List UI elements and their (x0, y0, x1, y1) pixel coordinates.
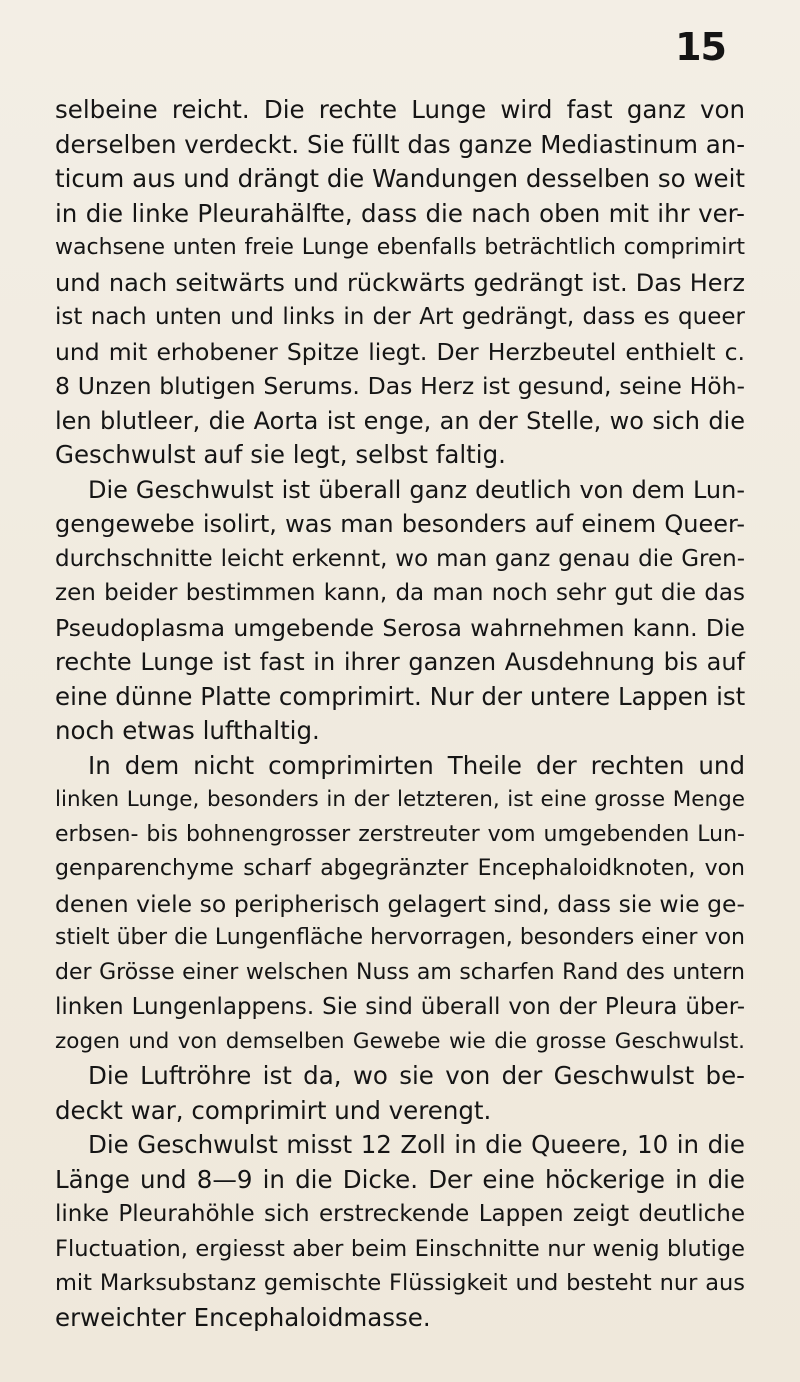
text-line: zogen und von demselben Gewebe wie die grosse Geschwulst. (55, 1028, 745, 1054)
text-line: eine dünne Platte comprimirt. Nur der untere Lappen ist (55, 681, 746, 711)
text-line: erbsen- bis bohnengrosser zerstreuter vom umgebenden Lun- (55, 821, 745, 847)
text-line: der Grösse einer welschen Nuss am scharfen Rand des untern (55, 959, 745, 985)
text-line: erweichter Encephaloidmasse. (55, 1302, 431, 1332)
text-line: Die Luftröhre ist da, wo sie von der Geschwulst be- (88, 1061, 745, 1090)
text-line: linke Pleurahöhle sich erstreckende Lappen zeigt deutliche (55, 1201, 745, 1227)
text-line: noch etwas lufthaltig. (55, 716, 320, 745)
text-line: selbeine reicht. Die rechte Lunge wird fast ganz von (55, 95, 745, 124)
text-line: linken Lungenlappens. Sie sind überall von der Pleura über- (55, 994, 745, 1020)
text-line: genparenchyme scharf abgegränzter Encephaloidknoten, von (55, 856, 745, 881)
text-line: und mit erhobener Spitze liegt. Der Herzbeutel enthielt c. (55, 337, 745, 366)
text-line: stielt über die Lungenfläche hervorragen, besonders einer von (55, 925, 745, 950)
text-line: durchschnitte leicht erkennt, wo man ganz genau die Gren- (55, 545, 745, 572)
text-line: Die Geschwulst ist überall ganz deutlich von dem Lun- (88, 475, 745, 504)
text-line: Fluctuation, ergiesst aber beim Einschnitte nur wenig blutige (55, 1235, 745, 1262)
text-line: In dem nicht comprimirten Theile der rechten und (88, 750, 745, 780)
text-line: und nach seitwärts und rückwärts gedrängt ist. Das Herz (55, 268, 745, 297)
text-line: mit Marksubstanz gemischte Flüssigkeit und besteht nur aus (55, 1270, 745, 1296)
text-line: wachsene unten freie Lunge ebenfalls beträchtlich comprimirt (55, 235, 745, 260)
text-line: derselben verdeckt. Sie füllt das ganze Mediastinum an- (55, 129, 746, 159)
text-line: ticum aus und drängt die Wandungen desselben so weit (55, 164, 745, 193)
text-line: Geschwulst auf sie legt, selbst faltig. (55, 440, 506, 469)
text-line: ist nach unten und links in der Art gedrängt, dass es queer (55, 304, 745, 330)
text-line: zen beider bestimmen kann, da man noch sehr gut die das (55, 580, 745, 606)
text-line: Länge und 8—9 in die Dicke. Der eine höckerige in die (55, 1164, 745, 1194)
text-line: denen viele so peripherisch gelagert sind, dass sie wie ge- (55, 889, 745, 918)
text-line: deckt war, comprimirt und verengt. (55, 1095, 492, 1125)
text-line: Pseudoplasma umgebende Serosa wahrnehmen kann. Die (55, 613, 745, 642)
text-line: gengewebe isolirt, was man besonders auf einem Queer- (55, 510, 745, 538)
page-number: 15 (675, 25, 726, 69)
text-line: 8 Unzen blutigen Serums. Das Herz ist gesund, seine Höh- (55, 372, 745, 400)
text-line: Die Geschwulst misst 12 Zoll in die Queere, 10 in die (88, 1130, 745, 1159)
text-line: len blutleer, die Aorta ist enge, an der Stelle, wo sich die (55, 406, 745, 435)
text-line: in die linke Pleurahälfte, dass die nach oben mit ihr ver- (55, 198, 745, 228)
text-line: rechte Lunge ist fast in ihrer ganzen Ausdehnung bis auf (55, 648, 745, 676)
text-line: linken Lunge, besonders in der letzteren, ist eine grosse Menge (55, 787, 745, 812)
